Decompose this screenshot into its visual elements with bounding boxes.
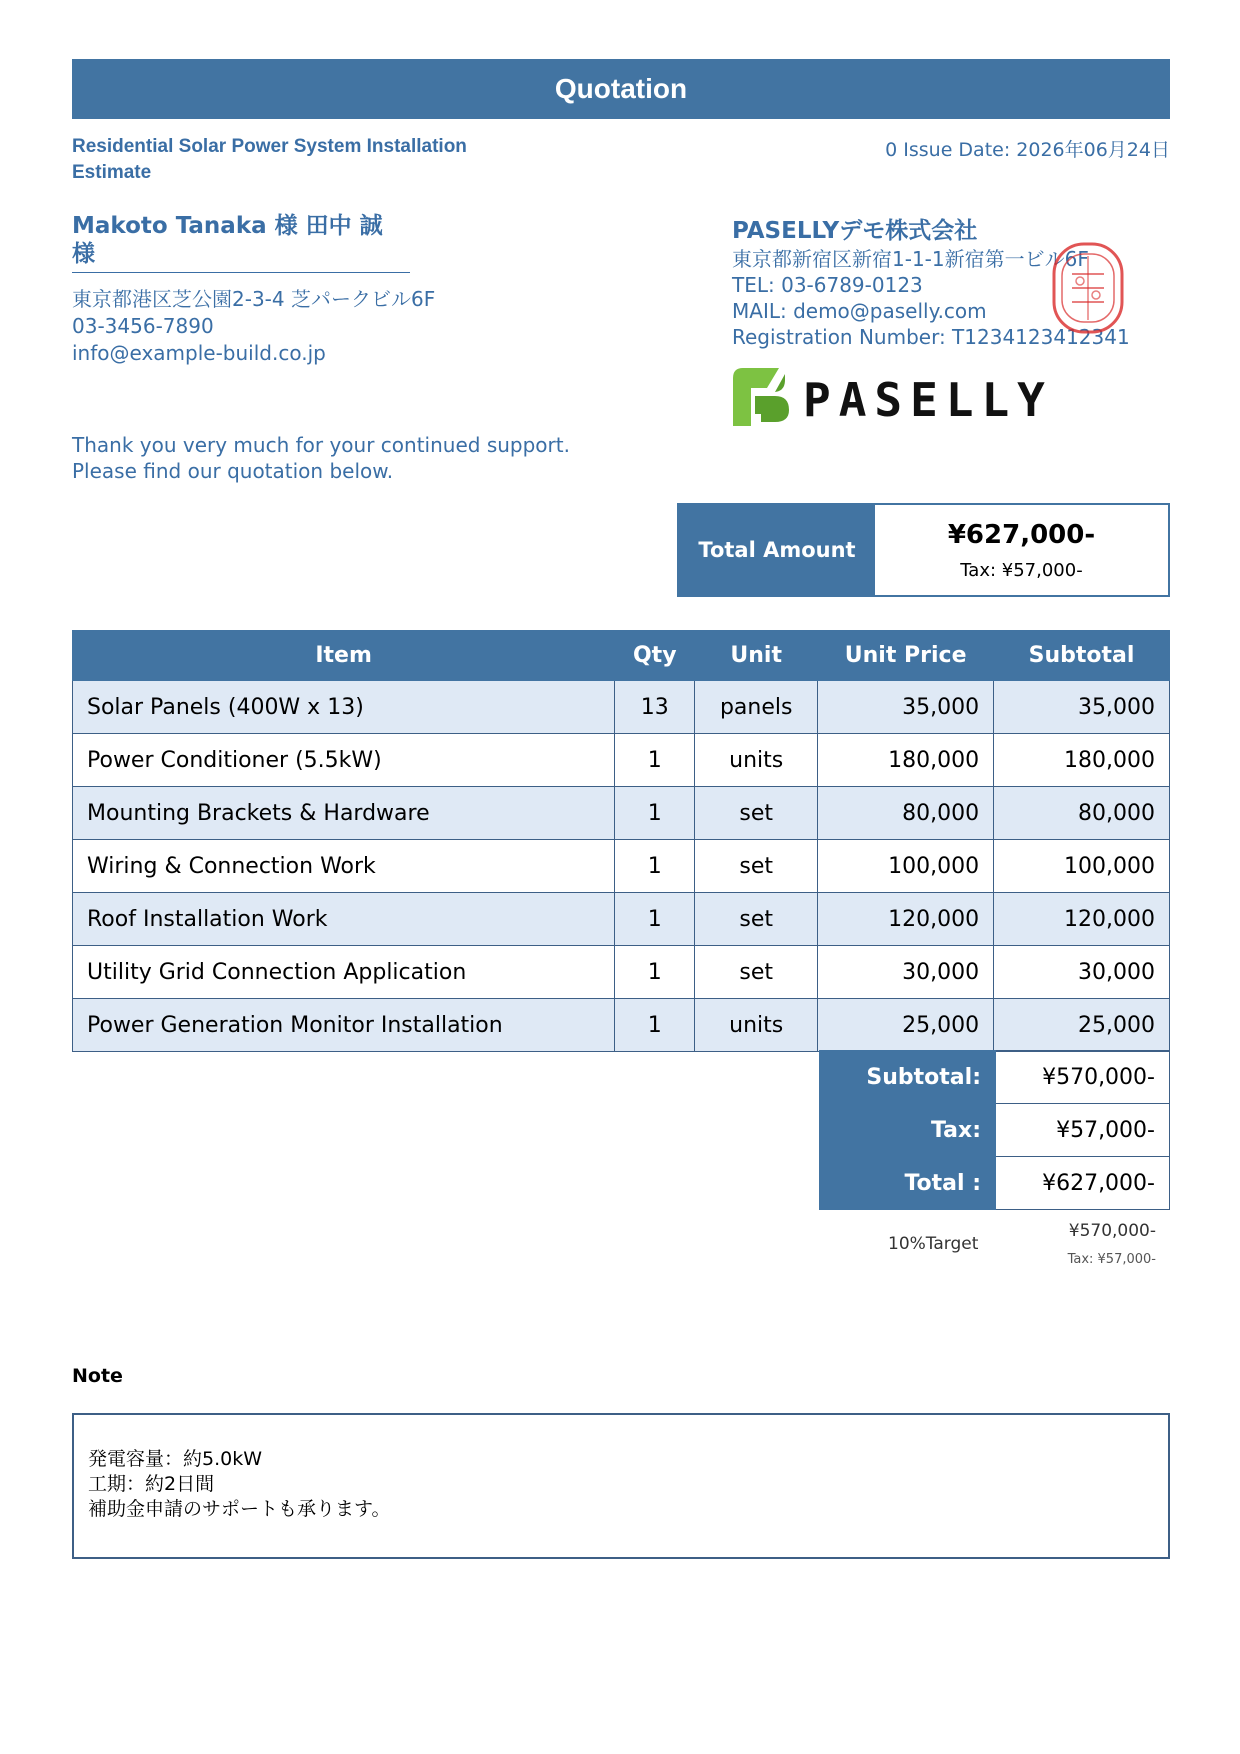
cell-unit-price: 35,000 bbox=[818, 681, 994, 734]
paselly-logo bbox=[731, 366, 1061, 428]
cell-qty: 1 bbox=[615, 999, 695, 1052]
total-amount-label: Total Amount bbox=[679, 505, 875, 595]
cell-unit-price: 25,000 bbox=[818, 999, 994, 1052]
header-unit: Unit bbox=[695, 631, 818, 681]
summary-tax-label: Tax: bbox=[820, 1104, 996, 1157]
cell-unit: units bbox=[695, 999, 818, 1052]
cell-unit-price: 80,000 bbox=[818, 787, 994, 840]
cell-subtotal: 25,000 bbox=[994, 999, 1170, 1052]
total-amount-tax: Tax: ¥57,000- bbox=[960, 559, 1083, 581]
tax-target-amount: ¥570,000- bbox=[1068, 1221, 1156, 1241]
cell-unit-price: 30,000 bbox=[818, 946, 994, 999]
table-row bbox=[73, 681, 1170, 734]
cell-unit: set bbox=[695, 787, 818, 840]
summary-table bbox=[819, 1050, 1170, 1210]
company-tel: TEL: 03-6789-0123 bbox=[732, 273, 923, 297]
cell-subtotal: 180,000 bbox=[994, 734, 1170, 787]
company-registration: Registration Number: T1234123412341 bbox=[732, 325, 1130, 349]
cell-unit: set bbox=[695, 893, 818, 946]
tax-target-label: 10%Target bbox=[888, 1234, 979, 1254]
table-row bbox=[73, 734, 1170, 787]
logo-text: PASELLY bbox=[803, 373, 1053, 427]
summary-subtotal-value: ¥570,000- bbox=[996, 1051, 1170, 1104]
company-seal-stamp bbox=[1048, 238, 1128, 338]
customer-name-underline bbox=[72, 272, 410, 273]
customer-email: info@example-build.co.jp bbox=[72, 341, 326, 365]
cell-qty: 1 bbox=[615, 787, 695, 840]
greeting bbox=[72, 432, 570, 484]
cell-unit-price: 100,000 bbox=[818, 840, 994, 893]
cell-unit: units bbox=[695, 734, 818, 787]
cell-item: Mounting Brackets & Hardware bbox=[73, 787, 615, 840]
summary-total-label: Total : bbox=[820, 1157, 996, 1210]
note-label: Note bbox=[72, 1365, 123, 1387]
cell-unit: set bbox=[695, 946, 818, 999]
header-subtotal: Subtotal bbox=[994, 631, 1170, 681]
customer-phone: 03-3456-7890 bbox=[72, 314, 214, 338]
issue-date: 0 Issue Date: 2026年06月24日 bbox=[885, 139, 1170, 161]
cell-subtotal: 35,000 bbox=[994, 681, 1170, 734]
quotation-subject: Residential Solar Power System Installation Estimate bbox=[72, 136, 467, 183]
customer-info bbox=[72, 286, 435, 367]
table-row bbox=[73, 840, 1170, 893]
table-row bbox=[73, 893, 1170, 946]
cell-item: Power Generation Monitor Installation bbox=[73, 999, 615, 1052]
cell-subtotal: 100,000 bbox=[994, 840, 1170, 893]
company-name: PASELLYデモ株式会社 bbox=[732, 218, 978, 244]
tax-target-tax: Tax: ¥57,000- bbox=[1067, 1252, 1156, 1267]
table-row bbox=[73, 787, 1170, 840]
cell-qty: 1 bbox=[615, 840, 695, 893]
customer-address: 東京都港区芝公園2-3-4 芝パークビル6F bbox=[72, 287, 436, 311]
cell-qty: 1 bbox=[615, 946, 695, 999]
table-row bbox=[73, 946, 1170, 999]
cell-subtotal: 80,000 bbox=[994, 787, 1170, 840]
document-title: Quotation bbox=[72, 59, 1170, 119]
total-amount-box bbox=[677, 503, 1170, 597]
cell-item: Roof Installation Work bbox=[73, 893, 615, 946]
header-qty: Qty bbox=[615, 631, 695, 681]
cell-item: Solar Panels (400W x 13) bbox=[73, 681, 615, 734]
summary-tax-value: ¥57,000- bbox=[996, 1104, 1170, 1157]
summary-tax-row bbox=[820, 1104, 1170, 1157]
note-box bbox=[72, 1413, 1170, 1559]
note-line-3: 補助金申請のサポートも承ります。 bbox=[88, 1498, 391, 1520]
cell-item: Power Conditioner (5.5kW) bbox=[73, 734, 615, 787]
cell-unit-price: 180,000 bbox=[818, 734, 994, 787]
note-line-1: 発電容量：約5.0kW bbox=[88, 1448, 263, 1470]
summary-subtotal-label: Subtotal: bbox=[820, 1051, 996, 1104]
cell-item: Utility Grid Connection Application bbox=[73, 946, 615, 999]
company-address: 東京都新宿区新宿1-1-1新宿第一ビル6F bbox=[732, 247, 1089, 271]
greeting-line-1: Thank you very much for your continued support. bbox=[72, 433, 570, 457]
note-line-2: 工期：約2日間 bbox=[88, 1473, 215, 1495]
total-amount-value: ¥627,000- bbox=[947, 519, 1096, 550]
header-unit-price: Unit Price bbox=[818, 631, 994, 681]
cell-qty: 13 bbox=[615, 681, 695, 734]
cell-unit: panels bbox=[695, 681, 818, 734]
cell-qty: 1 bbox=[615, 893, 695, 946]
line-items-table bbox=[72, 630, 1170, 1052]
cell-item: Wiring & Connection Work bbox=[73, 840, 615, 893]
summary-total-value: ¥627,000- bbox=[996, 1157, 1170, 1210]
cell-subtotal: 30,000 bbox=[994, 946, 1170, 999]
company-mail: MAIL: demo@paselly.com bbox=[732, 299, 987, 323]
greeting-line-2: Please find our quotation below. bbox=[72, 459, 394, 483]
header-item: Item bbox=[73, 631, 615, 681]
total-amount-values bbox=[875, 505, 1168, 595]
table-row bbox=[73, 999, 1170, 1052]
summary-total-row bbox=[820, 1157, 1170, 1210]
cell-qty: 1 bbox=[615, 734, 695, 787]
customer-name: Makoto Tanaka 様 田中 誠 様 bbox=[72, 213, 383, 267]
cell-subtotal: 120,000 bbox=[994, 893, 1170, 946]
table-header-row bbox=[73, 631, 1170, 681]
cell-unit-price: 120,000 bbox=[818, 893, 994, 946]
cell-unit: set bbox=[695, 840, 818, 893]
summary-subtotal-row bbox=[820, 1051, 1170, 1104]
